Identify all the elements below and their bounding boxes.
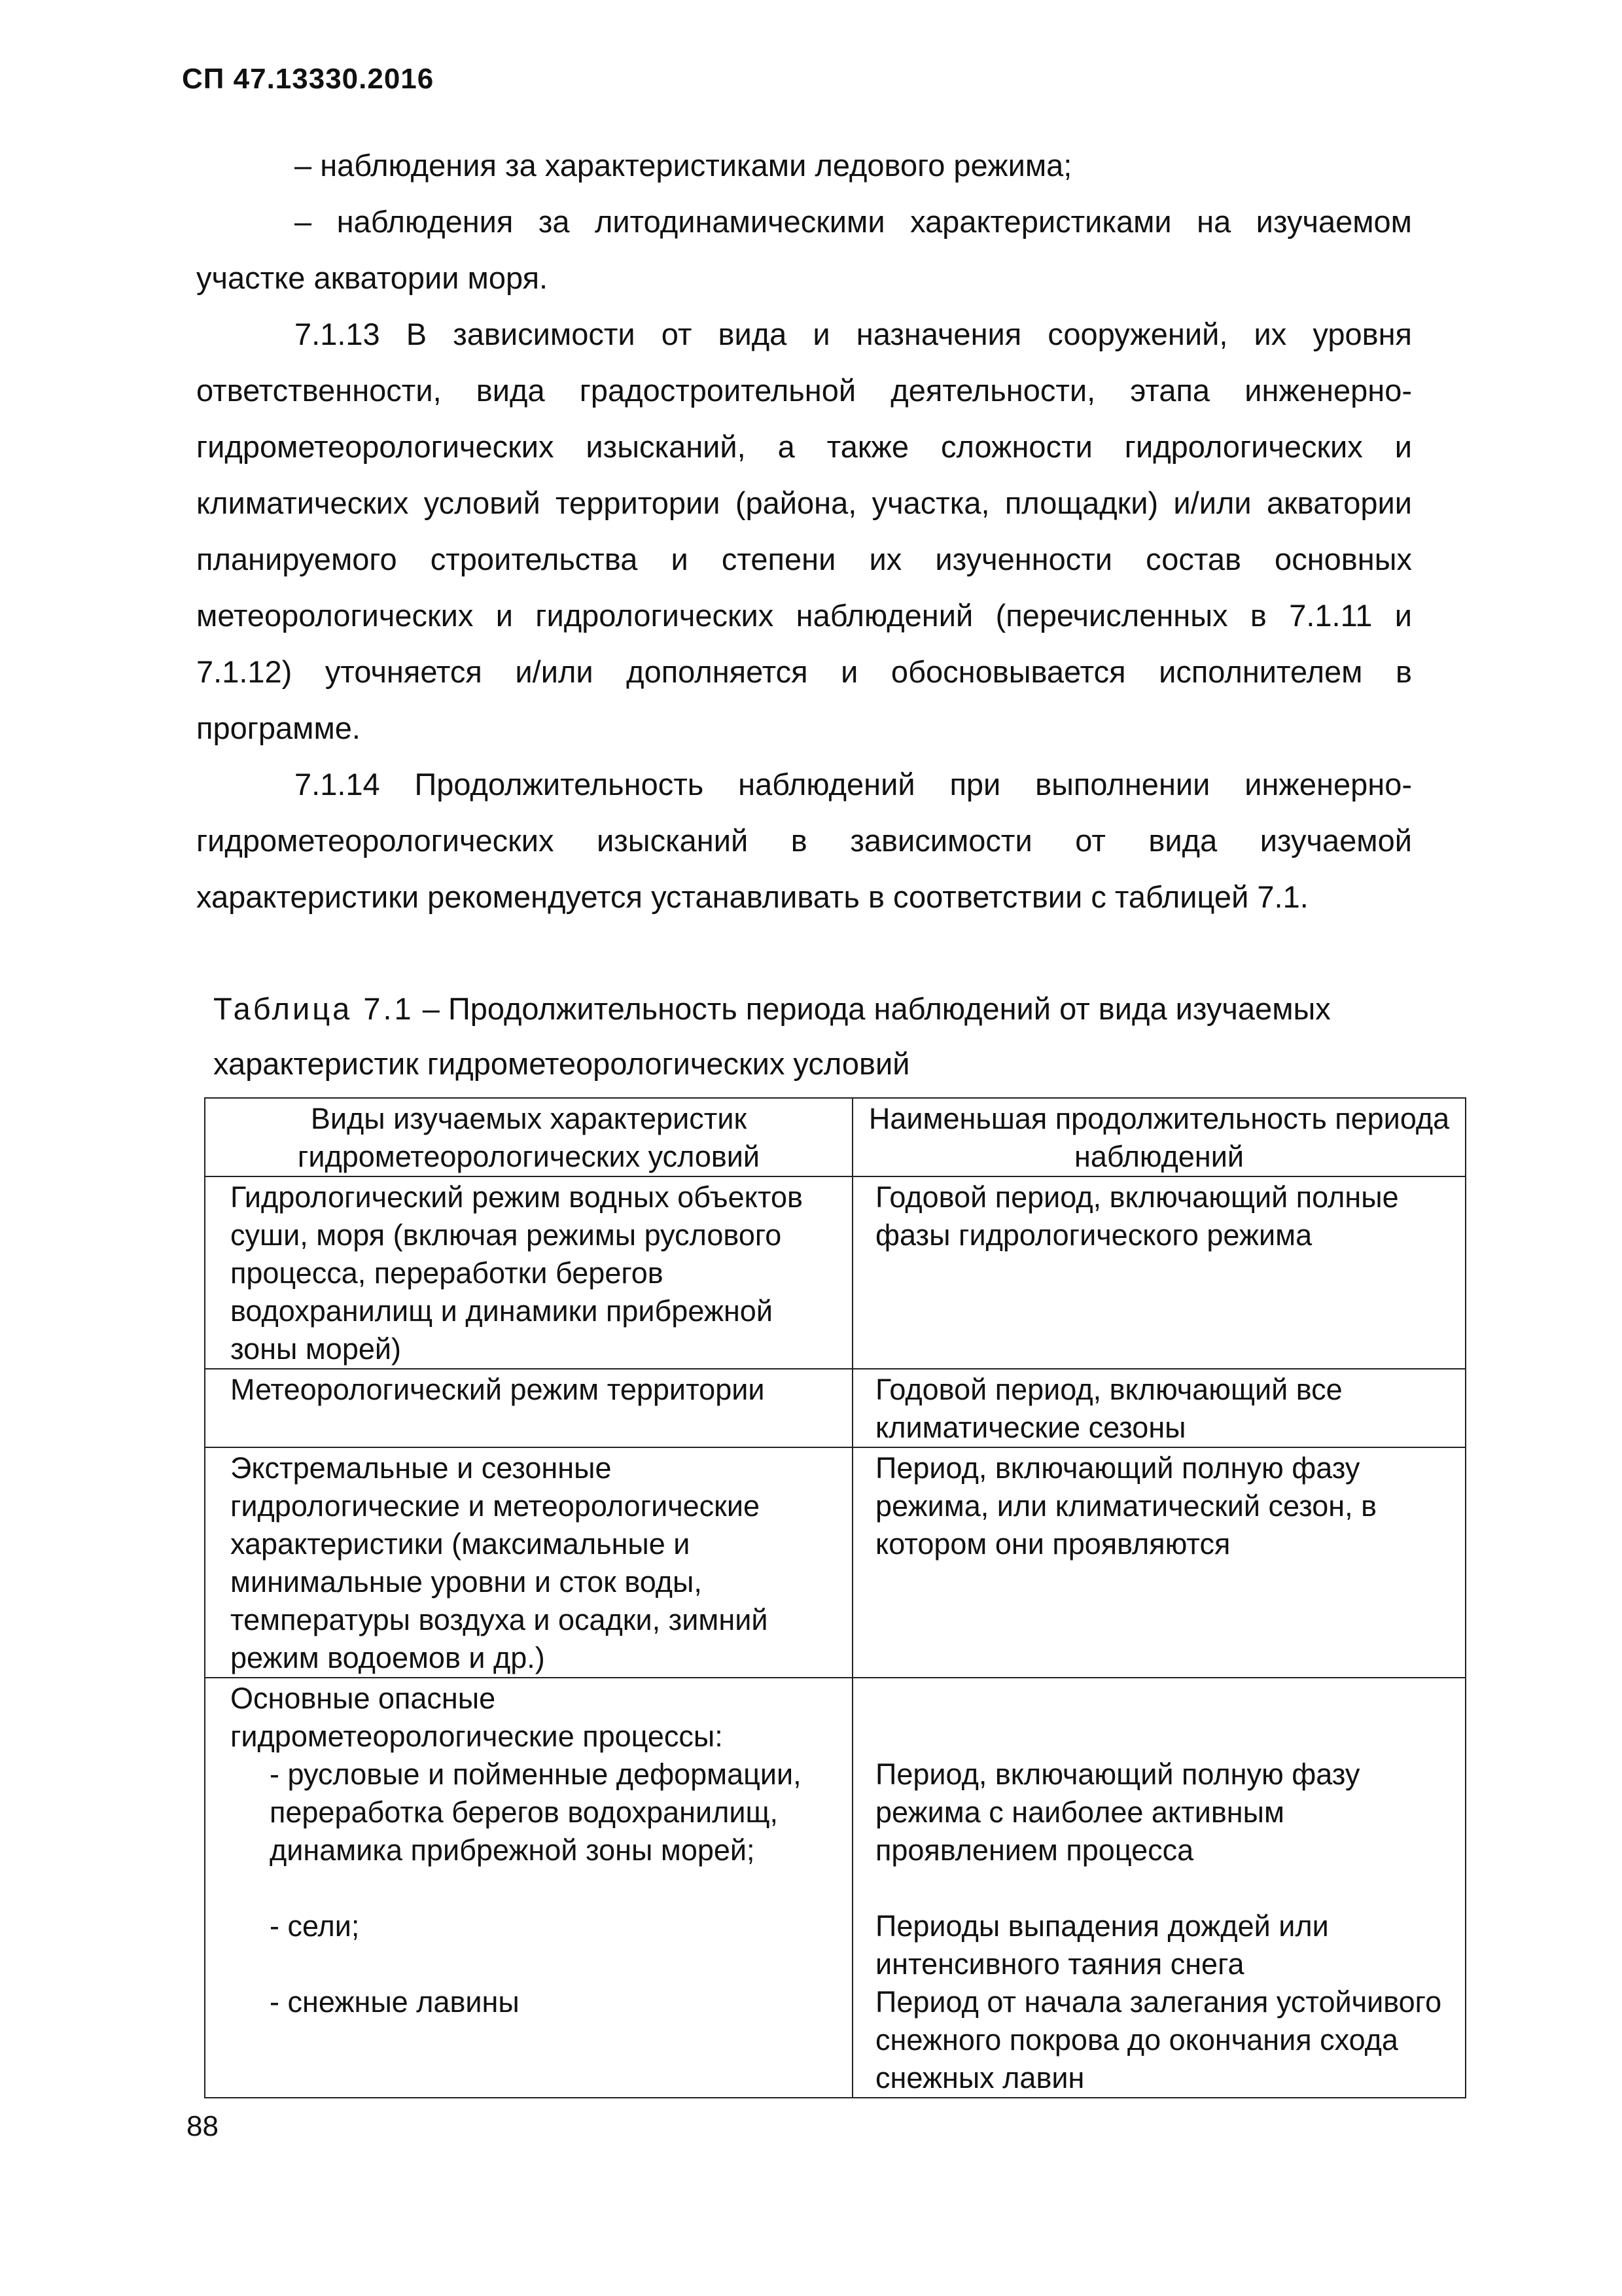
table-cell bbox=[853, 1678, 1466, 2098]
table-header-row bbox=[205, 1098, 1466, 1176]
hazard-period-mudflows: Периоды выпадения дождей или интенсивного таяния снега bbox=[875, 1909, 1329, 1981]
table-cell: Годовой период, включающий полные фазы гидрологического режима bbox=[853, 1176, 1466, 1369]
hazard-item-avalanches: - снежные лавины bbox=[270, 1985, 520, 2019]
document-code-header: СП 47.13330.2016 bbox=[182, 63, 434, 95]
table-cell: Годовой период, включающий все климатические сезоны bbox=[853, 1369, 1466, 1447]
document-body bbox=[196, 137, 1412, 925]
table-caption-text: – Продолжительность периода наблюдений от вида изучаемых характеристик гидрометеорологических условий bbox=[213, 991, 1331, 1081]
table-caption bbox=[213, 981, 1456, 1091]
table-cell bbox=[205, 1678, 853, 2098]
paragraph-7-1-14: 7.1.14 Продолжительность наблюдений при выполнении инженерно-гидрометеорологических изысканий в зависимости от вида изучаемой характеристики рекомендуется устанавливать в соответствии с таблицей 7.1. bbox=[196, 767, 1412, 914]
hazard-item-channel: - русловые и пойменные деформации, переработка берегов водохранилищ, динамика прибрежной зоны морей; bbox=[270, 1757, 802, 1867]
bullet-lithodynamics: – наблюдения за литодинамическими характеристиками на изучаемом участке акватории моря. bbox=[196, 204, 1412, 295]
table-row bbox=[205, 1369, 1466, 1447]
observation-period-table bbox=[204, 1097, 1466, 2098]
table-cell: Гидрологический режим водных объектов суши, моря (включая режимы руслового процесса, переработки берегов водохранилищ и динамики прибрежной зоны морей) bbox=[205, 1176, 853, 1369]
paragraph-7-1-13: 7.1.13 В зависимости от вида и назначения сооружений, их уровня ответственности, вида градостроительной деятельности, этапа инженерно-гидрометеорологических изысканий, а также сложности гидрологических и климатических условий территории (района, участка, площадки) и/или акватории планируемого строительства и степени их изученности состав основных метеорологических и гидрологических наблюдений (перечисленных в 7.1.11 и 7.1.12) уточняется и/или дополняется и обосновывается исполнителем в программе. bbox=[196, 317, 1412, 745]
hazard-item-mudflows: - сели; bbox=[270, 1909, 360, 1943]
table-row-hazards bbox=[205, 1678, 1466, 2098]
spacer bbox=[875, 1718, 1458, 1756]
table-cell: Метеорологический режим территории bbox=[205, 1369, 853, 1447]
page-number: 88 bbox=[186, 2110, 219, 2142]
table-row bbox=[205, 1176, 1466, 1369]
table-cell: Период, включающий полную фазу режима, или климатический сезон, в котором они проявляются bbox=[853, 1447, 1466, 1678]
hazards-title: Основные опасные гидрометеорологические процессы: bbox=[230, 1682, 723, 1753]
column-header-period: Наименьшая продолжительность периода наблюдений bbox=[853, 1098, 1466, 1176]
spacer bbox=[875, 1680, 1458, 1718]
hazard-period-channel: Период, включающий полную фазу режима с наиболее активным проявлением процесса bbox=[875, 1757, 1360, 1867]
hazard-period-avalanches: Период от начала залегания устойчивого снежного покрова до окончания схода снежных лавин bbox=[875, 1985, 1442, 2094]
table-row bbox=[205, 1447, 1466, 1678]
bullet-ice-regime: – наблюдения за характеристиками ледового режима; bbox=[294, 148, 1072, 183]
column-header-characteristics: Виды изучаемых характеристик гидрометеорологических условий bbox=[205, 1098, 853, 1176]
table-caption-label: Таблица 7.1 bbox=[213, 991, 414, 1026]
table-cell: Экстремальные и сезонные гидрологические и метеорологические характеристики (максимальные и минимальные уровни и сток воды, температуры воздуха и осадки, зимний режим водоемов и др.) bbox=[205, 1447, 853, 1678]
